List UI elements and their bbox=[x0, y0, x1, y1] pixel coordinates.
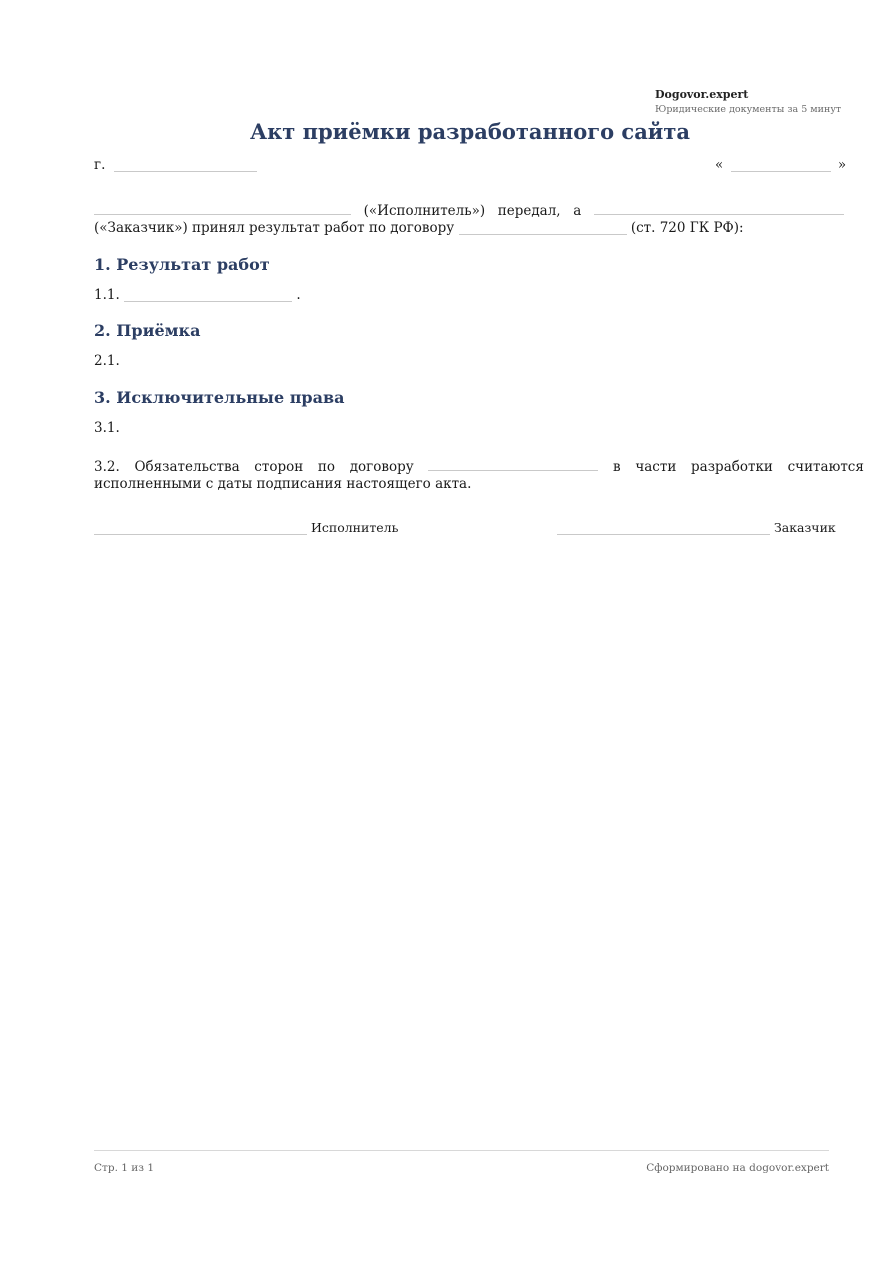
clause-number: 1.1. bbox=[94, 287, 120, 303]
verb-transferred: передал, bbox=[497, 203, 561, 219]
document-title: Акт приёмки разработанного сайта bbox=[249, 119, 690, 144]
date-open-quote: « bbox=[715, 157, 724, 173]
contract-number-blank[interactable] bbox=[459, 220, 627, 235]
clause-3-2-word: договору bbox=[349, 459, 414, 475]
clause-3-2-contract-blank[interactable] bbox=[428, 456, 598, 471]
generated-note: Сформировано на dogovor.expert bbox=[646, 1162, 829, 1174]
clause-number: 3.1. bbox=[94, 420, 120, 436]
customer-name-blank[interactable] bbox=[594, 200, 844, 215]
date-blank[interactable] bbox=[731, 157, 831, 172]
date-close-quote: » bbox=[837, 157, 847, 173]
clause-3-2-word: разработки bbox=[691, 459, 773, 475]
clause-3-1 bbox=[94, 419, 120, 437]
city-blank[interactable] bbox=[114, 157, 257, 172]
executor-signature-blank[interactable] bbox=[94, 520, 307, 535]
clause-2-1 bbox=[94, 352, 120, 370]
section-heading-2: 2. Приёмка bbox=[94, 321, 201, 340]
executor-signature-label: Исполнитель bbox=[310, 520, 399, 535]
clause-3-2-word: Обязательства bbox=[134, 459, 240, 475]
intro-line-2 bbox=[94, 219, 744, 237]
executor-role: («Исполнитель») bbox=[363, 203, 486, 219]
clause-3-2-word: по bbox=[317, 459, 336, 475]
section-heading-3: 3. Исключительные права bbox=[94, 388, 345, 407]
brand-block bbox=[655, 88, 875, 117]
executor-name-blank[interactable] bbox=[94, 200, 351, 215]
clause-3-2-word: 3.2. bbox=[94, 459, 120, 475]
city-prefix: г. bbox=[94, 157, 106, 173]
clause-3-2-line-1 bbox=[94, 456, 864, 476]
brand-name: Dogovor.expert bbox=[655, 88, 749, 101]
clause-3-2-word: в bbox=[613, 459, 621, 475]
date-line bbox=[715, 156, 846, 174]
clause-suffix: . bbox=[296, 287, 301, 303]
law-reference: (ст. 720 ГК РФ): bbox=[630, 220, 744, 236]
clause-3-2-line-2: исполненными с даты подписания настоящего акта. bbox=[94, 476, 472, 492]
clause-1-1 bbox=[94, 286, 301, 304]
brand-tagline: Юридические документы за 5 минут bbox=[655, 104, 842, 115]
city-line bbox=[94, 156, 257, 174]
customer-signature-blank[interactable] bbox=[557, 520, 770, 535]
customer-signature bbox=[557, 519, 836, 537]
page-number: Стр. 1 из 1 bbox=[94, 1162, 155, 1174]
clause-number: 2.1. bbox=[94, 353, 120, 369]
intro-line-1 bbox=[94, 200, 844, 220]
footer-divider bbox=[94, 1150, 829, 1151]
clause-3-2-word: считаются bbox=[787, 459, 864, 475]
work-result-blank[interactable] bbox=[124, 287, 292, 302]
conj-a: а bbox=[573, 203, 582, 219]
executor-signature bbox=[94, 519, 398, 537]
clause-3-2-word: части bbox=[635, 459, 677, 475]
customer-signature-label: Заказчик bbox=[773, 520, 836, 535]
section-heading-1: 1. Результат работ bbox=[94, 255, 270, 274]
customer-accepted-text: («Заказчик») принял результат работ по договору bbox=[94, 220, 455, 236]
clause-3-2-word: сторон bbox=[254, 459, 304, 475]
